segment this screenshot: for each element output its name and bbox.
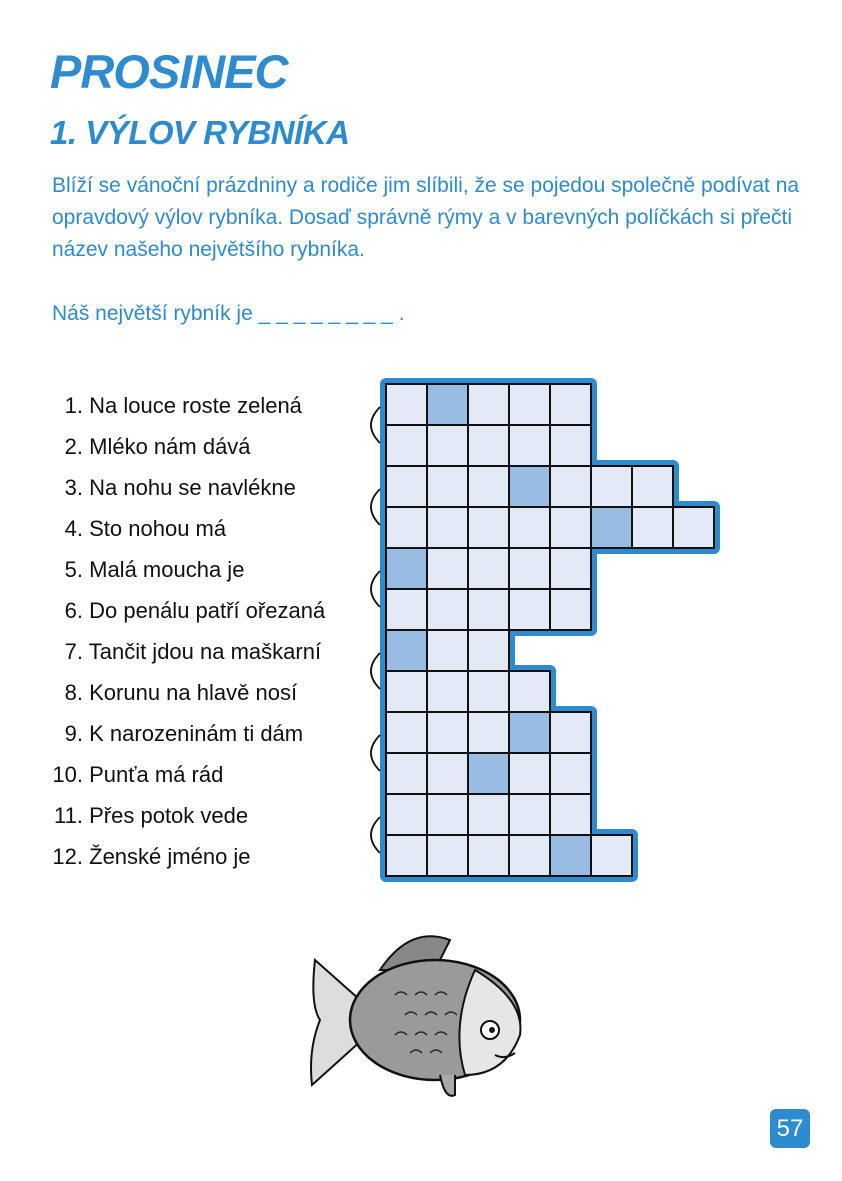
grid-cell[interactable] bbox=[468, 548, 509, 589]
grid-cell[interactable] bbox=[468, 671, 509, 712]
grid-cell[interactable] bbox=[468, 589, 509, 630]
grid-cell[interactable] bbox=[591, 835, 632, 876]
clue-number: 8. bbox=[64, 680, 83, 705]
grid-cell[interactable] bbox=[509, 425, 550, 466]
highlighted-cell[interactable] bbox=[386, 630, 427, 671]
grid-cell[interactable] bbox=[509, 589, 550, 630]
highlighted-cell[interactable] bbox=[427, 384, 468, 425]
grid-cell[interactable] bbox=[550, 466, 591, 507]
grid-cell[interactable] bbox=[427, 671, 468, 712]
page-number: 57 bbox=[770, 1109, 810, 1148]
grid-cell[interactable] bbox=[427, 835, 468, 876]
grid-cell[interactable] bbox=[509, 753, 550, 794]
highlighted-cell[interactable] bbox=[591, 507, 632, 548]
grid-cell[interactable] bbox=[386, 466, 427, 507]
grid-cell[interactable] bbox=[468, 794, 509, 835]
grid-cell[interactable] bbox=[427, 753, 468, 794]
grid-cell[interactable] bbox=[468, 466, 509, 507]
clue-text: Punťa má rád bbox=[89, 762, 224, 787]
fish-illustration bbox=[300, 925, 530, 1105]
row-pair-bracket bbox=[371, 489, 380, 525]
exercise-title: 1. VÝLOV RYBNÍKA bbox=[50, 114, 350, 151]
grid-cell[interactable] bbox=[386, 671, 427, 712]
page-title: PROSINEC bbox=[50, 45, 288, 98]
clue-number: 10. bbox=[52, 762, 83, 787]
grid-cell[interactable] bbox=[386, 794, 427, 835]
grid-cell[interactable] bbox=[386, 384, 427, 425]
grid-cell[interactable] bbox=[427, 630, 468, 671]
highlighted-cell[interactable] bbox=[509, 466, 550, 507]
grid-cell[interactable] bbox=[468, 425, 509, 466]
grid-cell[interactable] bbox=[550, 712, 591, 753]
grid-cell[interactable] bbox=[468, 507, 509, 548]
grid-cell[interactable] bbox=[550, 548, 591, 589]
clue-number: 9. bbox=[64, 721, 83, 746]
clue-number: 1. bbox=[64, 393, 83, 418]
clue-number: 4. bbox=[64, 516, 83, 541]
grid-cell[interactable] bbox=[509, 507, 550, 548]
grid-cell[interactable] bbox=[632, 466, 673, 507]
grid-cell[interactable] bbox=[673, 507, 714, 548]
row-pair-bracket bbox=[371, 653, 380, 689]
grid-cell[interactable] bbox=[550, 384, 591, 425]
grid-cell[interactable] bbox=[427, 425, 468, 466]
grid-cell[interactable] bbox=[509, 671, 550, 712]
highlighted-cell[interactable] bbox=[550, 835, 591, 876]
clue-number: 7. bbox=[64, 639, 83, 664]
clue-text: Na nohu se navlékne bbox=[89, 475, 296, 500]
clue-text: Korunu na hlavě nosí bbox=[89, 680, 298, 705]
grid-cell[interactable] bbox=[386, 835, 427, 876]
highlighted-cell[interactable] bbox=[468, 753, 509, 794]
answer-line: Náš největší rybník je _ _ _ _ _ _ _ _ . bbox=[52, 302, 405, 325]
grid-cell[interactable] bbox=[509, 794, 550, 835]
grid-cell[interactable] bbox=[468, 712, 509, 753]
grid-cell[interactable] bbox=[509, 548, 550, 589]
clue-text: Mléko nám dává bbox=[89, 434, 251, 459]
grid-cell[interactable] bbox=[550, 507, 591, 548]
instructions: Blíží se vánoční prázdniny a rodiče jim slíbili, že se pojedou společně podívat na opravdový výlov rybníka. Dosaď správně rýmy a v barevných políčkách si přečti název našeho největšího rybníka. bbox=[52, 174, 800, 261]
grid-cell[interactable] bbox=[468, 630, 509, 671]
row-pair-bracket bbox=[371, 571, 380, 607]
clue-text: Přes potok vede bbox=[89, 803, 249, 828]
grid-cell[interactable] bbox=[427, 548, 468, 589]
clue-number: 3. bbox=[64, 475, 83, 500]
grid-cell[interactable] bbox=[427, 712, 468, 753]
grid-cell[interactable] bbox=[386, 753, 427, 794]
grid-cell[interactable] bbox=[468, 384, 509, 425]
grid-cell[interactable] bbox=[427, 507, 468, 548]
row-pair-bracket bbox=[371, 407, 380, 443]
grid-cell[interactable] bbox=[386, 425, 427, 466]
grid-cell[interactable] bbox=[550, 425, 591, 466]
clue-number: 2. bbox=[64, 434, 83, 459]
grid-cell[interactable] bbox=[550, 794, 591, 835]
clue-text: Na louce roste zelená bbox=[89, 393, 302, 418]
grid-cell[interactable] bbox=[386, 507, 427, 548]
grid-cell[interactable] bbox=[509, 384, 550, 425]
clue-text: Malá moucha je bbox=[89, 557, 245, 582]
grid-cell[interactable] bbox=[427, 794, 468, 835]
highlighted-cell[interactable] bbox=[386, 548, 427, 589]
clue-text: Ženské jméno je bbox=[89, 844, 251, 869]
clue-number: 5. bbox=[64, 557, 83, 582]
row-pair-bracket bbox=[371, 735, 380, 771]
grid-cell[interactable] bbox=[550, 753, 591, 794]
grid-cell[interactable] bbox=[386, 589, 427, 630]
grid-cell[interactable] bbox=[468, 835, 509, 876]
clue-number: 11. bbox=[54, 803, 83, 828]
grid-cell[interactable] bbox=[386, 712, 427, 753]
clue-text: Do penálu patří ořezaná bbox=[89, 598, 326, 623]
grid-cell[interactable] bbox=[427, 589, 468, 630]
grid-cell[interactable] bbox=[509, 835, 550, 876]
row-pair-bracket bbox=[371, 817, 380, 853]
clue-number: 6. bbox=[64, 598, 83, 623]
clue-text: Sto nohou má bbox=[89, 516, 227, 541]
clue-text: K narozeninám ti dám bbox=[89, 721, 304, 746]
grid-cell[interactable] bbox=[550, 589, 591, 630]
grid-cell[interactable] bbox=[427, 466, 468, 507]
clue-text: Tančit jdou na maškarní bbox=[88, 639, 322, 664]
clue-number: 12. bbox=[52, 844, 83, 869]
grid-cell[interactable] bbox=[591, 466, 632, 507]
highlighted-cell[interactable] bbox=[509, 712, 550, 753]
grid-cell[interactable] bbox=[632, 507, 673, 548]
